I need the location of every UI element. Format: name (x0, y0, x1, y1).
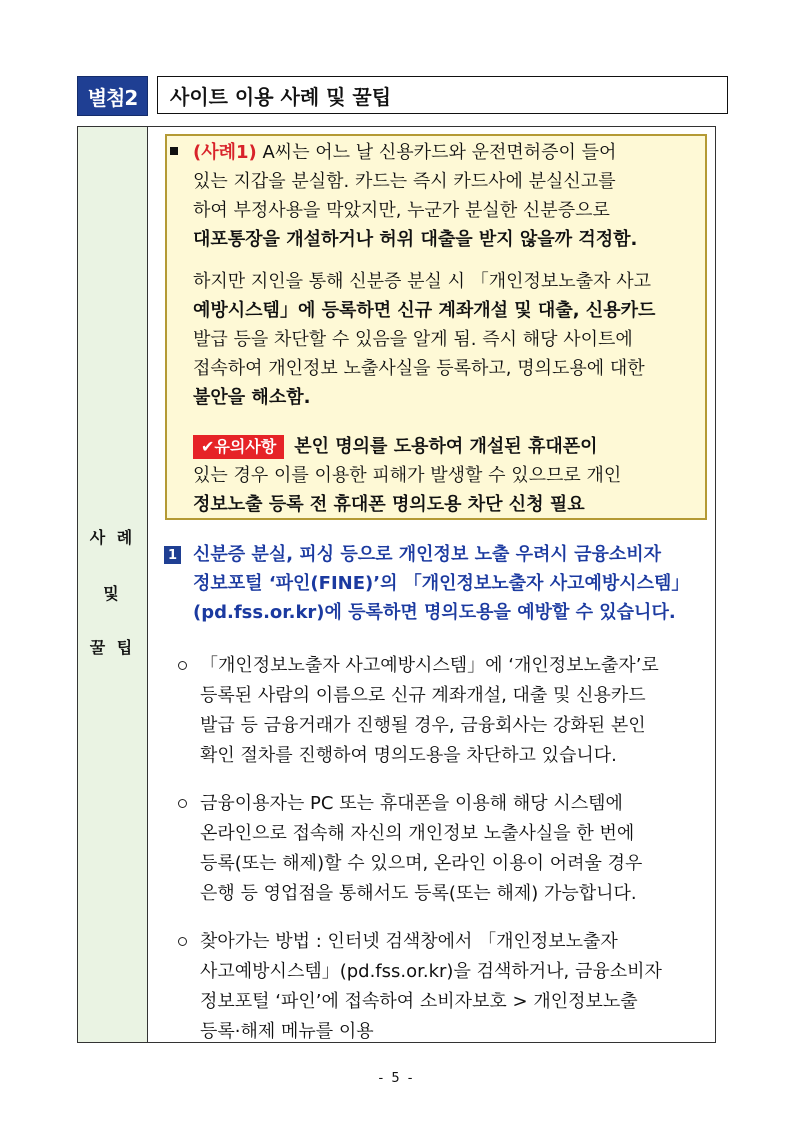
item-1-line: 발급 등 금융거래가 진행될 경우, 금융회사는 강화된 본인 (200, 715, 646, 736)
case-paragraph-2 (193, 267, 698, 412)
case-p2-line: 예방시스템」에 등록하면 신규 계좌개설 및 대출, 신용카드 (193, 300, 656, 321)
case-p3-line: 본인 명의를 도용하여 개설된 휴대폰이 (294, 436, 598, 457)
section-1-line: 신분증 분실, 피싱 등으로 개인정보 노출 우려시 금융소비자 (193, 544, 662, 565)
side-column (78, 127, 148, 1042)
item-3 (200, 927, 705, 1047)
side-label-1: 사 례 (89, 528, 136, 547)
case-paragraph-1 (193, 138, 698, 254)
item-1-line: 「개인정보노출자 사고예방시스템」에 ‘개인정보노출자’로 (200, 655, 659, 676)
case-p2-line: 불안을 해소함. (193, 387, 311, 408)
case-lead: (사례1) (193, 142, 257, 163)
case-p1-line: 하여 부정사용을 막았지만, 누군가 분실한 신분증으로 (193, 200, 610, 221)
item-2-line: 금융이용자는 PC 또는 휴대폰을 이용해 해당 시스템에 (200, 793, 623, 814)
item-2 (200, 789, 705, 909)
caution-badge: ✔유의사항 (193, 435, 284, 459)
item-2-line: 온라인으로 접속해 자신의 개인정보 노출사실을 한 번에 (200, 823, 635, 844)
item-3-line: 찾아가는 방법 : 인터넷 검색창에서 「개인정보노출자 (200, 931, 618, 952)
item-3-line: 정보포털 ‘파인’에 접속하여 소비자보호 > 개인정보노출 (200, 991, 638, 1012)
item-2-line: 등록(또는 해제)할 수 있으며, 온라인 이용이 어려울 경우 (200, 853, 643, 874)
case-p1-line: 있는 지갑을 분실함. 카드는 즉시 카드사에 분실신고를 (193, 171, 616, 192)
section-number-badge: 1 (164, 546, 181, 564)
attachment-tag: 별첨2 (77, 76, 148, 116)
circle-bullet-icon (178, 937, 187, 946)
side-label-3: 꿀 팁 (89, 638, 136, 657)
case-p2-line: 발급 등을 차단할 수 있음을 알게 됨. 즉시 해당 사이트에 (193, 329, 633, 350)
case-p1-line: A씨는 어느 날 신용카드와 운전면허증이 들어 (256, 142, 617, 163)
page-number: - 5 - (378, 1071, 415, 1086)
case-p3-line: 정보노출 등록 전 휴대폰 명의도용 차단 신청 필요 (193, 494, 585, 515)
item-3-line: 사고예방시스템」(pd.fss.or.kr)을 검색하거나, 금융소비자 (200, 961, 662, 982)
case-paragraph-3 (193, 432, 698, 519)
section-1-heading (193, 540, 703, 627)
case-p1-line: 대포통장을 개설하거나 허위 대출을 받지 않을까 걱정함. (193, 229, 638, 250)
item-1-line: 등록된 사람의 이름으로 신규 계좌개설, 대출 및 신용카드 (200, 685, 646, 706)
section-1-line: 정보포털 ‘파인(FINE)’의 「개인정보노출자 사고예방시스템」 (193, 573, 690, 594)
item-1 (200, 651, 705, 771)
side-label-2: 및 (103, 584, 122, 603)
page-title: 사이트 이용 사례 및 꿀팁 (157, 76, 728, 114)
item-2-line: 은행 등 영업점을 통해서도 등록(또는 해제) 가능합니다. (200, 883, 637, 904)
case-p2-line: 하지만 지인을 통해 신분증 분실 시 「개인정보노출자 사고 (193, 271, 651, 292)
item-1-line: 확인 절차를 진행하여 명의도용을 차단하고 있습니다. (200, 745, 617, 766)
circle-bullet-icon (178, 661, 187, 670)
circle-bullet-icon (178, 799, 187, 808)
square-bullet-icon (170, 147, 178, 155)
case-p2-line: 접속하여 개인정보 노출사실을 등록하고, 명의도용에 대한 (193, 358, 645, 379)
case-p3-line: 있는 경우 이를 이용한 피해가 발생할 수 있으므로 개인 (193, 465, 622, 486)
section-1-line: (pd.fss.or.kr)에 등록하면 명의도용을 예방할 수 있습니다. (193, 602, 676, 623)
item-3-line: 등록·해제 메뉴를 이용 (200, 1021, 374, 1042)
